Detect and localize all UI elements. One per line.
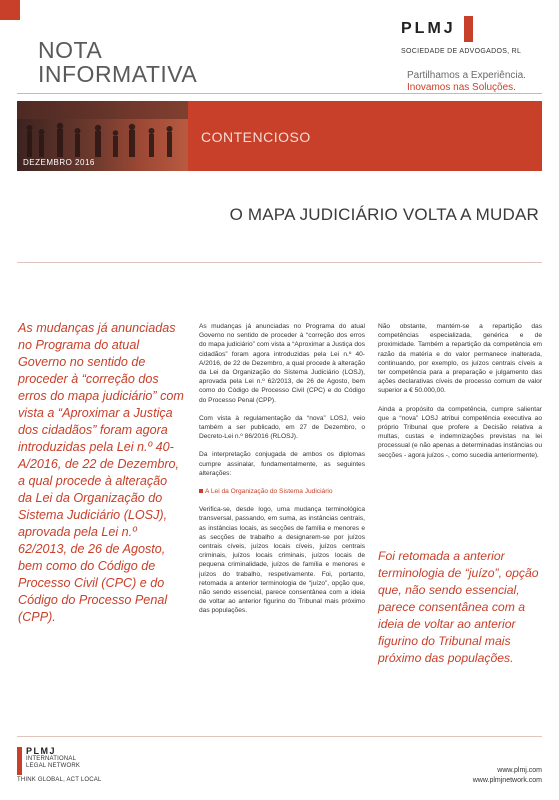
col2-paragraph-4: Verifica-se, desde logo, uma mudança terminológica transversal, passando, em suma, as instâncias centrais, as instâncias locais, as secções de família e menores e as secções de trabalho a designarem-se por juízos centrais cíveis, juízos locais cíveis, juízos centrais criminais, juízos locais criminais, juízos locais de pequena criminalidade, juízos de família e menores e juízos do trabalho, respetivamente. Foi, portanto, retomada a anterior terminologia de “juízo”, opção que, não sendo essencial, parece consentânea com a ideia de voltar ao anterior figurino do Tribunal mais próximo das populações. bbox=[199, 506, 365, 615]
footer-slogan: THINK GLOBAL, ACT LOCAL bbox=[17, 777, 102, 783]
pull-quote: Foi retomada a anterior terminologia de “juízo”, opção que, não sendo essencial, parece consentânea com a ideia de voltar ao anterior figurino do Tribunal mais próximo das populações. bbox=[378, 549, 539, 665]
subheading-text: A Lei da Organização do Sistema Judiciário bbox=[205, 488, 333, 496]
col2-paragraph-1: As mudanças já anunciadas no Programa do atual Governo no sentido de proceder à “correção dos erros do mapa judiciário” com vista a “Aproximar a Justiça dos cidadãos” foram agora introduzidas pela Lei n.º 40-A/2016, de 22 de Dezembro, a qual procede à alteração da Lei da Organização do Sistema Judiciário (LOSJ), aprovada pela Lei n.º 62/2013, de 26 de Agosto, bem como do Código de Processo Civil (CPC) e do Código do Processo Penal (CPP). bbox=[199, 323, 365, 404]
corner-square bbox=[0, 0, 20, 20]
section-banner bbox=[188, 101, 542, 171]
lead-paragraph: As mudanças já anunciadas no Programa do atual Governo no sentido de proceder à “correção dos erros do mapa judiciário” com vista a “Aproximar a Justiça dos cidadãos” foram agora introduzidas pela Lei n.º 40-A/2016, de 22 de Dezembro, a qual procede à alteração da Lei da Organização do Sistema Judiciário (LOSJ), aprovada pela Lei n.º 62/2013, de 26 de Agosto, bem como do Código de Processo Civil (CPC) e do Código do Processo Penal (CPP). bbox=[18, 321, 184, 624]
footer-brand-mark bbox=[17, 747, 22, 775]
bullet-square-icon bbox=[199, 489, 203, 493]
website-link-2[interactable]: www.plmjnetwork.com bbox=[472, 777, 542, 784]
footer-websites bbox=[420, 766, 542, 786]
body-column-2 bbox=[199, 322, 365, 625]
brand-name: PLMJ bbox=[401, 20, 456, 37]
footer-logo bbox=[17, 746, 102, 783]
subheading bbox=[199, 487, 365, 496]
col2-paragraph-3: Da interpretação conjugada de ambos os diplomas cumpre assinalar, fundamentalmente, as seguintes alterações: bbox=[199, 451, 365, 477]
tagline-2: Inovamos nas Soluções. bbox=[407, 82, 516, 93]
top-divider bbox=[17, 93, 542, 94]
brand-logo bbox=[401, 16, 543, 55]
headline-divider bbox=[17, 262, 542, 263]
col3-paragraph-2: Ainda a propósito da competência, cumpre salientar que a “nova” LOSJ atribui competência executiva ao próprio Tribunal que profere a Decisão relativa a multas, custas e indemnizações previstas na lei processual (e não apenas a determinadas instâncias ou secções - agora juízos -, como sucedia anteriormente). bbox=[378, 405, 542, 459]
brand-mark bbox=[464, 16, 473, 42]
header-photo bbox=[17, 101, 188, 171]
footer-brand-name: PLMJ bbox=[26, 746, 57, 756]
footer-line-2: LEGAL NETWORK bbox=[26, 763, 81, 769]
col2-paragraph-2: Com vista à regulamentação da “nova” LOSJ, veio também a ser publicado, em 27 de Dezembro, o Decreto-Lei n.º 86/2016 (RLOSJ). bbox=[199, 414, 365, 441]
issue-date: DEZEMBRO 2016 bbox=[23, 158, 95, 167]
title-nota: NOTA bbox=[38, 37, 103, 63]
footer-line-1: INTERNATIONAL bbox=[26, 756, 77, 762]
body-column-3 bbox=[378, 322, 542, 469]
footer-divider bbox=[17, 736, 542, 737]
section-title: CONTENCIOSO bbox=[201, 129, 311, 145]
title-informativa: INFORMATIVA bbox=[38, 61, 198, 87]
website-link-1[interactable]: www.plmj.com bbox=[497, 767, 542, 774]
article-headline: O MAPA JUDICIÁRIO VOLTA A MUDAR bbox=[229, 205, 539, 224]
col3-paragraph-1: Não obstante, mantém-se a repartição das competências especializada, genérica e de proximidade. Também a repartição da competência em razão da matéria e do valor permanece inalterada, continuando, por exemplo, os juízos centrais cíveis a ter competência para a preparação e julgamento das ações declarativas cíveis de processo comum de valor superior a € 50.000,00. bbox=[378, 323, 542, 395]
brand-subtitle: SOCIEDADE DE ADVOGADOS, RL bbox=[401, 48, 522, 55]
tagline-1: Partilhamos a Experiência. bbox=[407, 70, 526, 81]
